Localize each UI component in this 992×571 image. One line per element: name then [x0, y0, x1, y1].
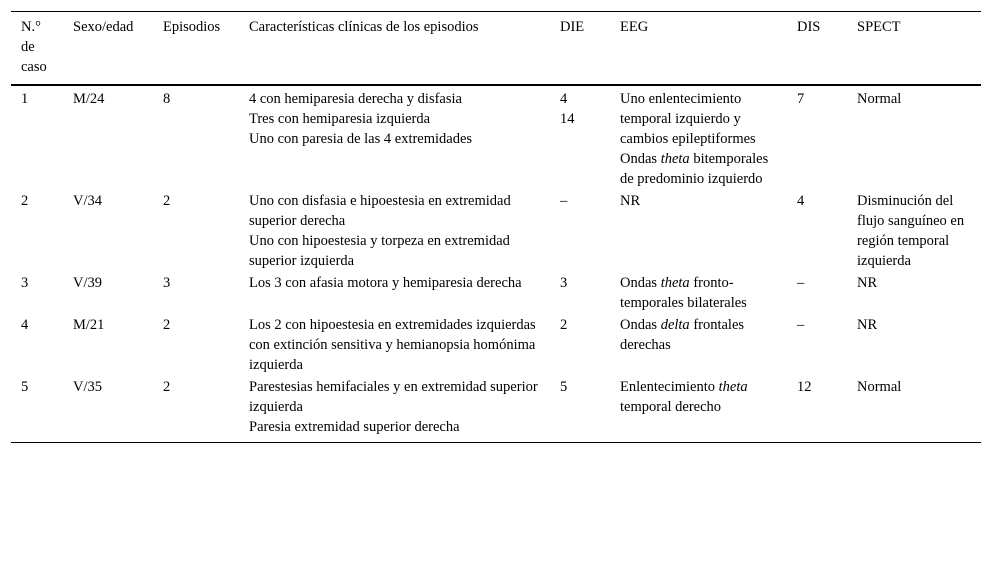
- cell-episodios: 2: [163, 317, 171, 333]
- cell-episodios: 3: [163, 275, 171, 291]
- cell-eeg: [610, 313, 787, 375]
- cell-caracteristicas: Los 3 con afasia motora y hemiparesia derecha: [249, 275, 522, 291]
- cell-eeg: [610, 85, 787, 189]
- eeg-text: Enlentecimiento: [620, 379, 719, 395]
- cell-die: 3: [560, 275, 568, 291]
- caracteristica-line: Paresia extremidad superior derecha: [249, 419, 460, 435]
- table-body: [11, 85, 981, 443]
- caracteristica-line: Parestesias hemifaciales y en extremidad superior izquierda: [249, 379, 538, 415]
- cell-eeg: [610, 271, 787, 313]
- cell-spect: Normal: [857, 91, 902, 107]
- caracteristica-line: Uno con disfasia e hipoestesia en extremidad superior derecha: [249, 193, 511, 229]
- caracteristica-line: Uno con hipoestesia y torpeza en extremidad superior izquierda: [249, 233, 510, 269]
- caracteristica-line: Tres con hemiparesia izquierda: [249, 111, 431, 127]
- header-sexo-edad: Sexo/edad: [73, 19, 134, 35]
- cell-sexo-edad: V/34: [73, 193, 102, 209]
- die-value: 4: [560, 91, 568, 107]
- cell-die: [550, 85, 610, 189]
- clinical-table-wrapper: [11, 11, 981, 443]
- cell-dis: 12: [797, 379, 812, 395]
- eeg-wave-type: theta: [660, 151, 690, 167]
- cell-episodios: 2: [163, 379, 171, 395]
- eeg-text: fronto-temporales bilaterales: [620, 275, 747, 311]
- caracteristica-line: Uno con paresia de las 4 extremidades: [249, 131, 473, 147]
- header-spect: SPECT: [857, 19, 901, 35]
- cell-spect: Normal: [857, 379, 902, 395]
- caracteristica-line: 4 con hemiparesia derecha y disfasia: [249, 91, 462, 107]
- cell-episodios: 2: [163, 193, 171, 209]
- cell-spect: NR: [857, 317, 878, 333]
- cell-caracteristicas: Los 2 con hipoestesia en extremidades izquierdas con extinción sensitiva y hemianopsia homónima izquierda: [249, 317, 536, 373]
- cell-sexo-edad: M/21: [73, 317, 105, 333]
- cell-sexo-edad: V/39: [73, 275, 102, 291]
- eeg-wave-type: theta: [718, 379, 748, 395]
- cell-dis: 4: [797, 193, 805, 209]
- die-value: 14: [560, 111, 575, 127]
- cell-spect: NR: [857, 275, 878, 291]
- eeg-line: [620, 149, 781, 189]
- cell-dis: 7: [797, 91, 805, 107]
- cell-caracteristicas: [239, 375, 550, 443]
- table-row: [11, 271, 981, 313]
- header-episodios: Episodios: [163, 19, 221, 35]
- cell-eeg: [610, 375, 787, 443]
- eeg-text: frontales derechas: [620, 317, 745, 353]
- cell-dis: –: [797, 317, 805, 333]
- cell-sexo-edad: M/24: [73, 91, 105, 107]
- cell-episodios: 8: [163, 91, 171, 107]
- header-caso: N.° de caso: [21, 19, 47, 75]
- table-row: [11, 85, 981, 189]
- cell-caso: 2: [21, 193, 29, 209]
- header-die: DIE: [560, 19, 585, 35]
- cell-die: 2: [560, 317, 568, 333]
- header-caracteristicas: Características clínicas de los episodios: [249, 19, 479, 35]
- cell-caso: 5: [21, 379, 29, 395]
- table-row: [11, 189, 981, 271]
- cell-spect: Disminución del flujo sanguíneo en región temporal izquierda: [857, 193, 965, 269]
- cell-caracteristicas: [239, 85, 550, 189]
- eeg-text: bitemporales de predominio izquierdo: [620, 151, 769, 187]
- cell-eeg: NR: [620, 193, 641, 209]
- header-row: [11, 12, 981, 86]
- table-row: [11, 375, 981, 443]
- eeg-wave-type: theta: [660, 275, 690, 291]
- table-row: [11, 313, 981, 375]
- cell-die: 5: [560, 379, 568, 395]
- eeg-line: Uno enlentecimiento temporal izquierdo y cambios epileptiformes: [620, 91, 756, 147]
- header-dis: DIS: [797, 19, 821, 35]
- cell-caso: 3: [21, 275, 29, 291]
- eeg-text: temporal derecho: [620, 399, 722, 415]
- table-header: [11, 12, 981, 86]
- cell-caracteristicas: [239, 189, 550, 271]
- cell-die: –: [560, 193, 568, 209]
- cell-caso: 1: [21, 91, 29, 107]
- clinical-cases-table: [11, 11, 981, 443]
- eeg-text: Ondas: [620, 317, 661, 333]
- cell-sexo-edad: V/35: [73, 379, 102, 395]
- eeg-wave-type: delta: [660, 317, 690, 333]
- cell-caso: 4: [21, 317, 29, 333]
- eeg-text: Ondas: [620, 275, 661, 291]
- header-eeg: EEG: [620, 19, 649, 35]
- cell-dis: –: [797, 275, 805, 291]
- eeg-text: Ondas: [620, 151, 661, 167]
